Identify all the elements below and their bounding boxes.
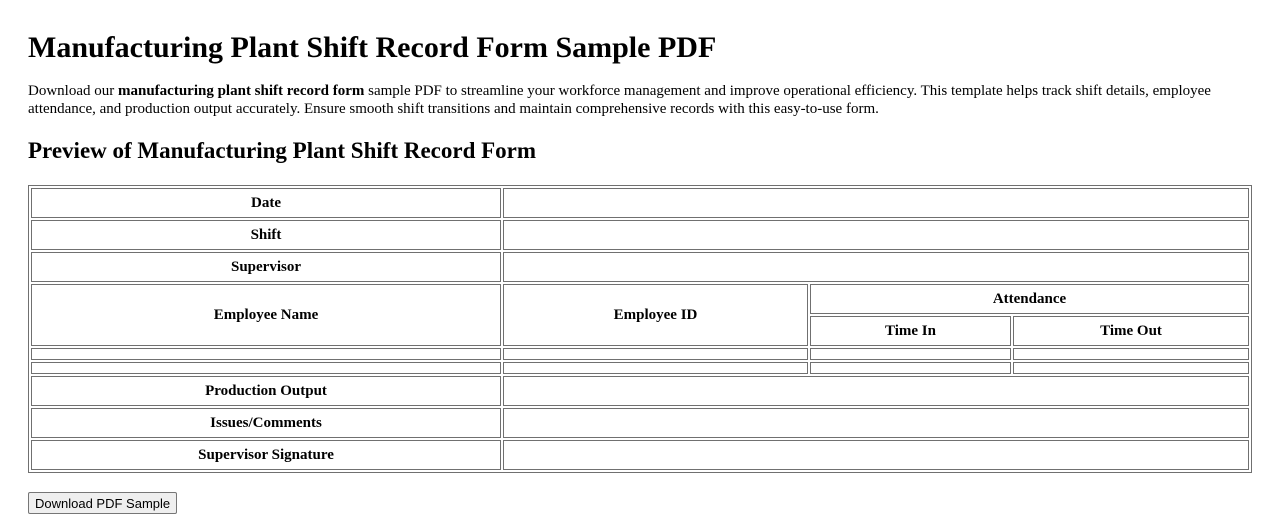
page-content bbox=[28, 0, 1250, 473]
supervisor-row bbox=[31, 252, 1249, 282]
shift-record-table bbox=[28, 185, 1252, 473]
production-output-label: Production Output bbox=[31, 376, 501, 406]
production-output-value bbox=[503, 376, 1249, 406]
table-row bbox=[31, 348, 1249, 360]
issues-row bbox=[31, 408, 1249, 438]
signature-value bbox=[503, 440, 1249, 470]
employee-header-row bbox=[31, 284, 1249, 314]
shift-value bbox=[503, 220, 1249, 250]
supervisor-value bbox=[503, 252, 1249, 282]
time-out-cell bbox=[1013, 362, 1249, 374]
employee-id-cell bbox=[503, 348, 808, 360]
time-in-header: Time In bbox=[810, 316, 1011, 346]
time-out-header: Time Out bbox=[1013, 316, 1249, 346]
signature-row bbox=[31, 440, 1249, 470]
employee-id-header: Employee ID bbox=[503, 284, 808, 346]
employee-id-cell bbox=[503, 362, 808, 374]
time-in-cell bbox=[810, 362, 1011, 374]
preview-heading: Preview of Manufacturing Plant Shift Record Form bbox=[28, 138, 537, 163]
page-title: Manufacturing Plant Shift Record Form Sample PDF bbox=[28, 31, 717, 64]
date-label: Date bbox=[31, 188, 501, 218]
signature-label: Supervisor Signature bbox=[31, 440, 501, 470]
employee-name-cell bbox=[31, 348, 501, 360]
shift-row bbox=[31, 220, 1249, 250]
shift-label: Shift bbox=[31, 220, 501, 250]
supervisor-label: Supervisor bbox=[31, 252, 501, 282]
date-row bbox=[31, 188, 1249, 218]
download-pdf-button[interactable]: Download PDF Sample bbox=[28, 492, 177, 514]
intro-keyword: manufacturing plant shift record form bbox=[118, 83, 365, 99]
issues-value bbox=[503, 408, 1249, 438]
issues-label: Issues/Comments bbox=[31, 408, 501, 438]
time-in-cell bbox=[810, 348, 1011, 360]
intro-text-after: sample PDF to streamline your workforce management and improve operational efficiency. This template helps track shift details, employee attendance, and production output accurately. Ensure smooth shift transitions and maintain comprehensive records with this easy-to-use form. bbox=[28, 83, 1211, 117]
table-row bbox=[31, 362, 1249, 374]
date-value bbox=[503, 188, 1249, 218]
employee-name-cell bbox=[31, 362, 501, 374]
intro-paragraph bbox=[28, 82, 1250, 118]
production-output-row bbox=[31, 376, 1249, 406]
employee-name-header: Employee Name bbox=[31, 284, 501, 346]
attendance-header: Attendance bbox=[810, 284, 1249, 314]
time-out-cell bbox=[1013, 348, 1249, 360]
intro-text-before: Download our bbox=[28, 83, 118, 99]
